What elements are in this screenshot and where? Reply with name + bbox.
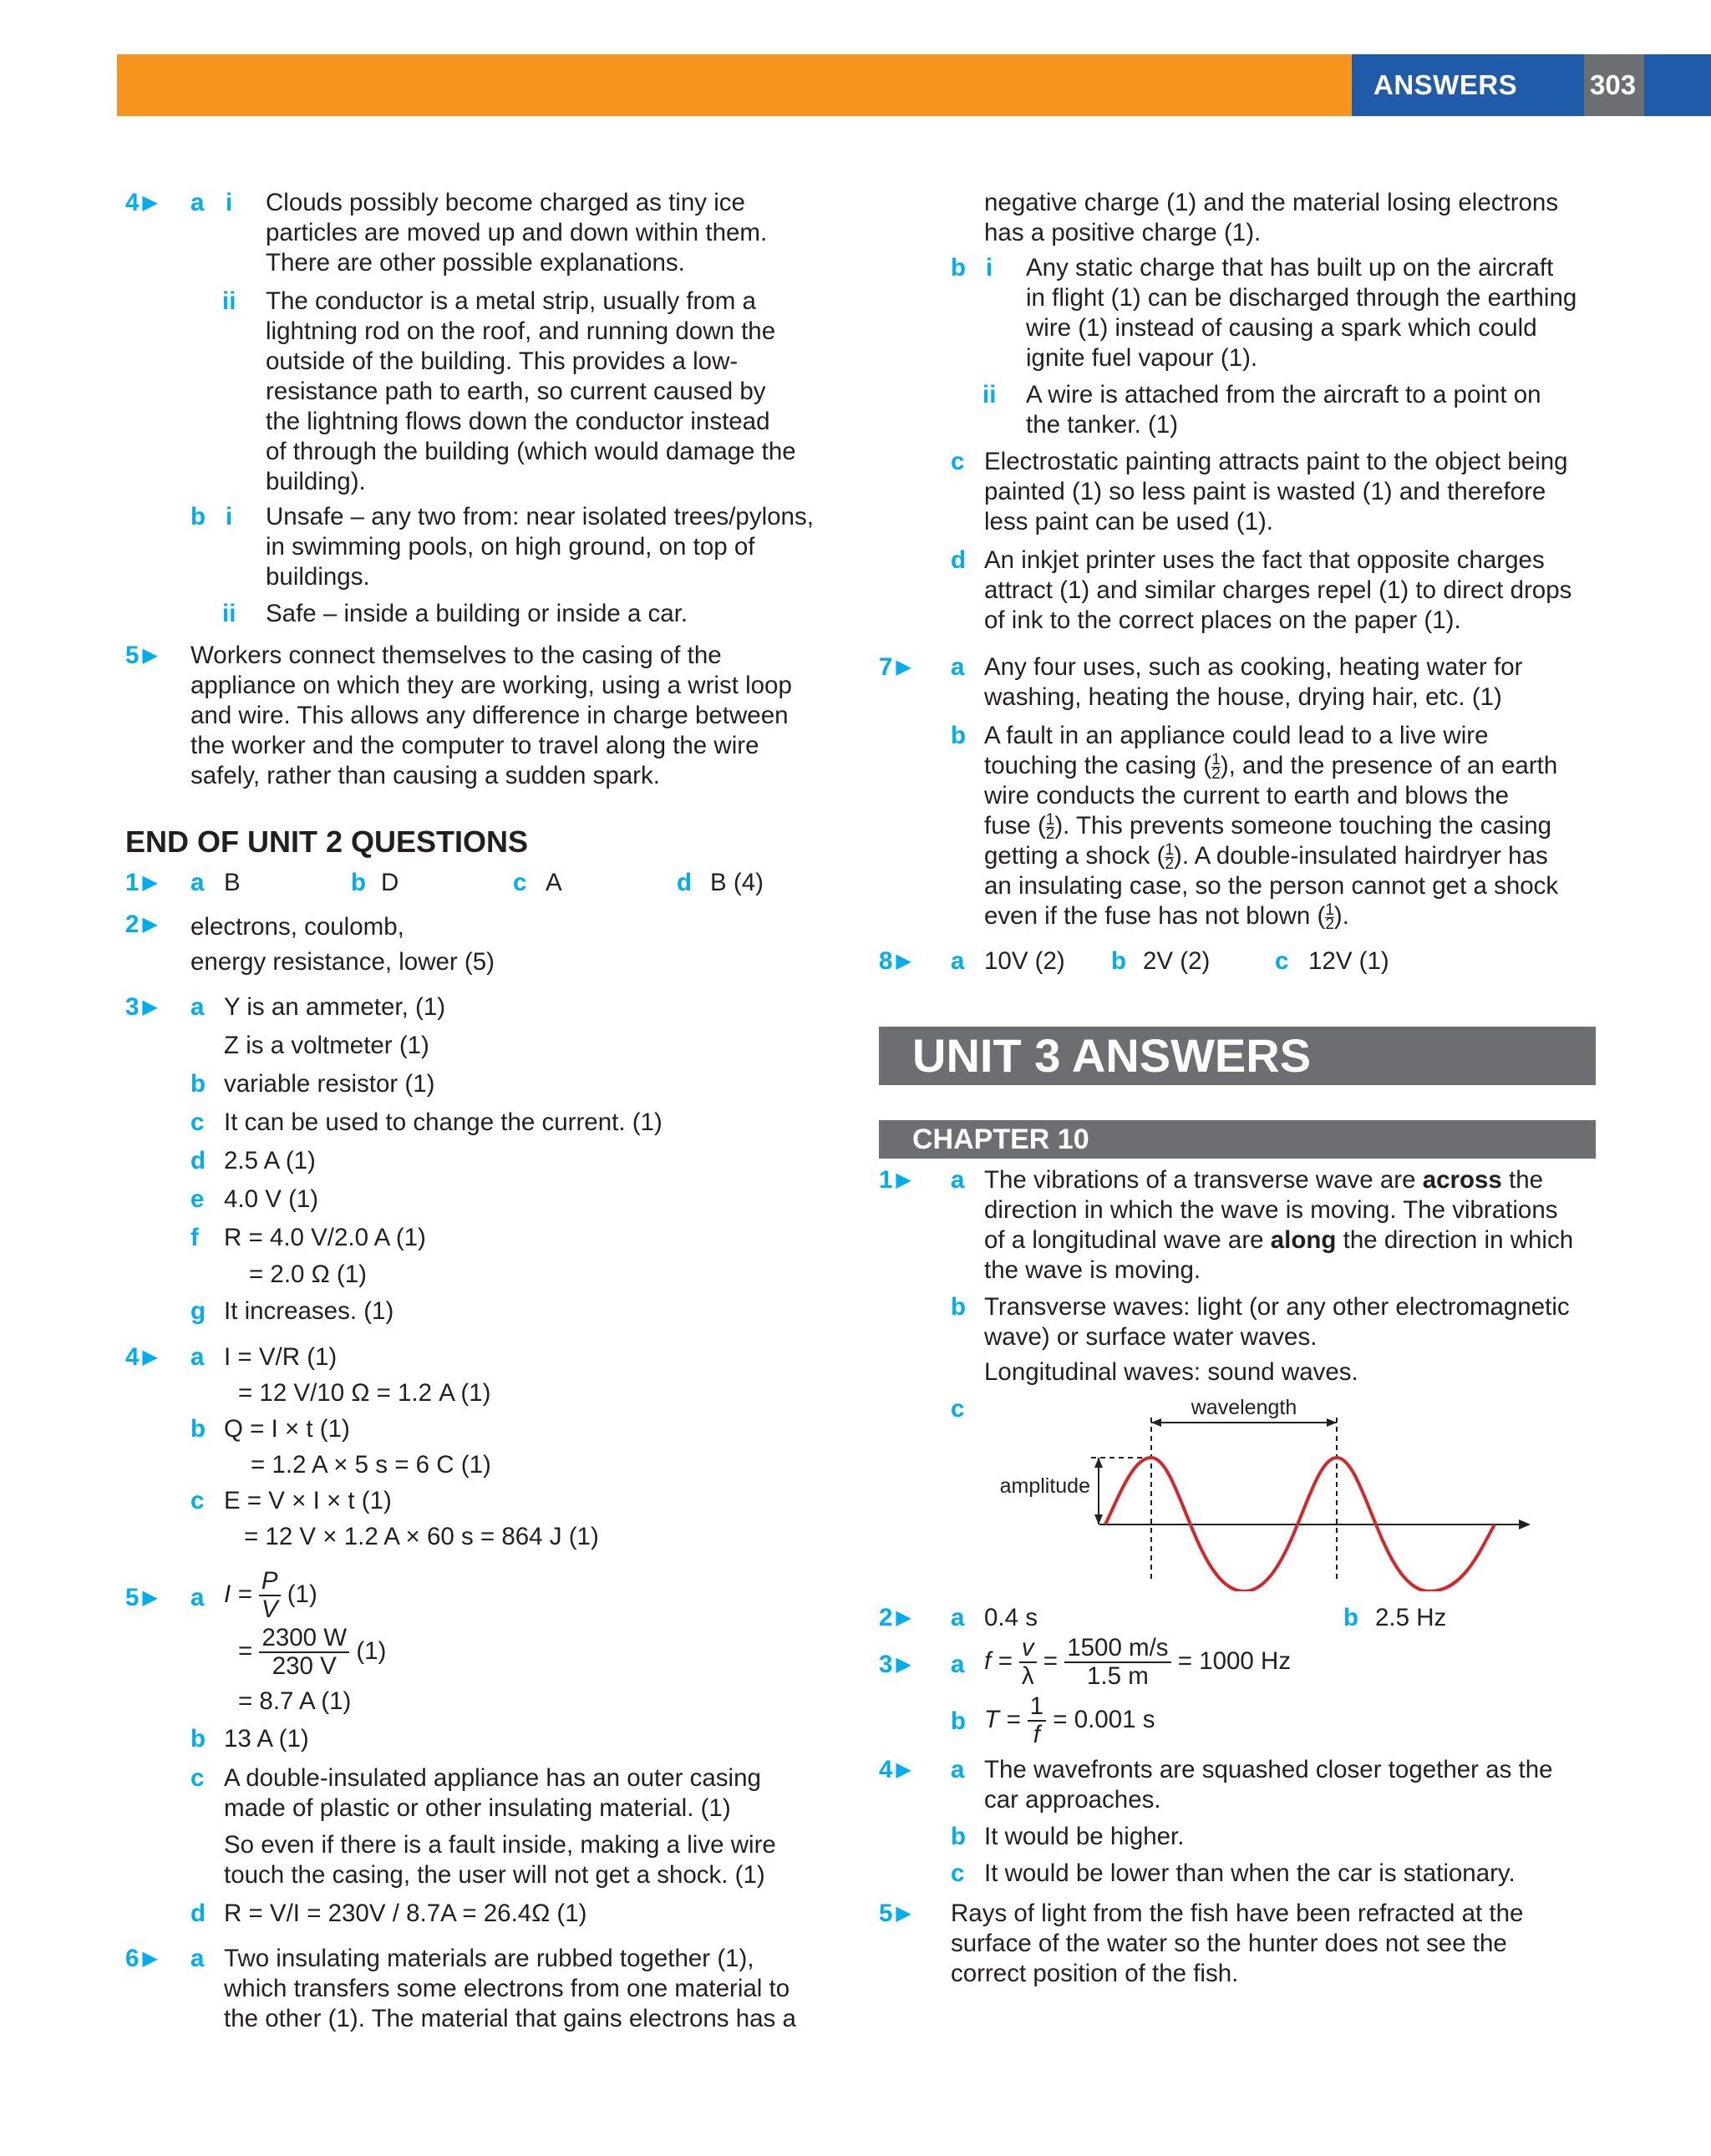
answer-6-b-ii: ii A wire is attached from the aircraft to a point on the tanker. (1)	[982, 381, 1541, 439]
wavelength-label: wavelength	[1191, 1396, 1297, 1419]
question-number: 6 ▶	[125, 1945, 158, 1972]
end-answer-1: 1 ▶ a B b D c A d B (4)	[125, 868, 827, 898]
subpart-label: i	[226, 503, 233, 530]
question-number: 3 ▶	[879, 1651, 911, 1678]
question-number: 5 ▶	[125, 642, 158, 669]
question-number: 2 ▶	[125, 911, 158, 938]
subpart-label: ii	[222, 600, 236, 627]
end-answer-2: 2 ▶ electrons, coulomb, energy resistance, lower (5)	[125, 911, 495, 976]
chapter-answer-3: 3 ▶ a f = $\frac{v}{\lambda}$ = $\frac{1500 m/s}{1.5 m}$ = 1000 Hz	[879, 1634, 1292, 1690]
end-answer-3: 3 ▶ a Y is an ammeter, (1) Z is a voltmeter (1) b variable resistor (1) c It can be used to change the current. (1) d 2.5 A (1) e 4.0 V (1) f R = 4.0 V/2.0 A (1) = 2.0 Ω (1) g It increases. (1)	[125, 988, 827, 1331]
answer-6-c: c Electrostatic painting attracts paint to the object being painted (1) so less paint is wasted (1) and therefore less paint can be used (1).	[951, 448, 1568, 535]
chapter-answer-4-b: b It would be higher.	[951, 1823, 1185, 1850]
fraction: $\frac{2300 W}{230 V}$	[259, 1625, 349, 1680]
end-answer-4: 4 ▶ a I = V/R (1) = 12 V/10 Ω = 1.2 A (1) b Q = I × t (1) = 1.2 A × 5 s = 6 C (1) c E = V × I × t (1) = 12 V × 1.2 A × 60 s = 864 J (1)	[125, 1339, 827, 1555]
question-number: 4 ▶	[125, 189, 158, 216]
answer-7: 7 ▶ a Any four uses, such as cooking, heating water for washing, heating the house, drying hair, etc. (1)	[879, 653, 1523, 711]
answer-7-b: b A fault in an appliance could lead to a live wire touching the casing ( $\frac{1}{2}$), and the presence of an earth wire conducts the current to earth and blows the fuse ( $\frac{1}{2}$). This prevents someone touching the casing getting a shock ( $\frac{1}{2}$). A double-insulated hairdryer has an insulating case, so the person cannot get a shock even if the fuse has not blown ( $\frac{1}{2}$).	[951, 722, 1559, 933]
question-number: 2 ▶	[879, 1604, 911, 1631]
fraction: $\frac{P}{V}$	[259, 1568, 281, 1623]
question-number: 5 ▶	[879, 1900, 911, 1927]
answer-6-continued: negative charge (1) and the material losing electrons has a positive charge (1).	[984, 189, 1559, 246]
answer-5: 5 ▶ Workers connect themselves to the casing of the appliance on which they are working, using a wrist loop and wire. This allows any difference in charge between the worker and the computer to travel along the wire safely, rather than causing a sudden spark.	[125, 642, 792, 789]
answer-6-b-i: b i Any static charge that has built up on the aircraft in flight (1) can be discharged through the earthing wire (1) instead of causing a spark which could ignite fuel vapour (1).	[951, 254, 1577, 372]
chapter-heading: CHAPTER 10	[879, 1120, 1596, 1159]
chapter-answer-4: 4 ▶ a The wavefronts are squashed closer together as the car approaches.	[879, 1756, 1553, 1814]
unit-heading: UNIT 3 ANSWERS	[879, 1027, 1596, 1085]
question-number: 8 ▶	[879, 947, 911, 975]
chapter-answer-4-c: c It would be lower than when the car is stationary.	[951, 1859, 1516, 1887]
part-label: b	[190, 503, 206, 530]
question-number: 7 ▶	[879, 653, 911, 681]
answer-4-b-ii: ii Safe – inside a building or inside a car.	[222, 600, 688, 627]
amplitude-label: amplitude	[999, 1474, 1090, 1498]
answer-4-b-i: b i Unsafe – any two from: near isolated trees/pylons, in swimming pools, on high ground, on top of buildings.	[190, 503, 814, 591]
chapter-answer-1-b: b Transverse waves: light (or any other electromagnetic wave) or surface water waves. Longitudinal waves: sound waves.	[951, 1293, 1570, 1386]
right-column	[879, 188, 1596, 1989]
question-number: 5 ▶	[125, 1584, 158, 1611]
question-number: 3 ▶	[125, 993, 158, 1021]
answer-4-a-ii: ii The conductor is a metal strip, usually from a lightning rod on the roof, and running down the outside of the building. This provides a low- resistance path to earth, so current caused by the lightning flows down the conductor instead of through the building (which would damage the building).	[222, 287, 796, 495]
chapter-answer-1: 1 ▶ a The vibrations of a transverse wave are across the direction in which the wave is moving. The vibrations of a longitudinal wave are along the direction in which the wave is moving.	[879, 1166, 1574, 1284]
part-label: a	[190, 189, 205, 216]
page-number-box	[1584, 54, 1644, 116]
end-answer-5: 5 ▶ a I = $\frac{P}{V}$ (1) = $\frac{2300 W}{230 V}$ (1) = 8.7 A (1) b 13 A (1) c A double-insulated appliance has an outer casing made of plastic or other insulating material. (1) So even if there is a fault inside, making a live wire touch the casing, the user will not get a shock. (1) d R = V/I = 230V / 8.7A = 26.4Ω (1)	[125, 1567, 776, 1927]
left-column	[125, 188, 827, 2034]
chapter-answer-1-c: c wavelength amplitude	[879, 1391, 1596, 1591]
subpart-label: ii	[222, 287, 236, 315]
end-of-unit-heading: END OF UNIT 2 QUESTIONS	[125, 824, 529, 859]
chapter-answer-3-b: b T = $\frac{1}{f}$ = 0.001 s	[951, 1692, 1155, 1748]
end-answer-6: 6 ▶ a Two insulating materials are rubbed together (1), which transfers some electrons from one material to the other (1). The material that gains electrons has a	[125, 1945, 796, 2032]
chapter-answer-5: 5 ▶ Rays of light from the fish have been refracted at the surface of the water so the hunter does not see the correct position of the fish.	[879, 1900, 1524, 1987]
subpart-label: i	[226, 189, 233, 216]
page-number: 303	[1590, 69, 1637, 100]
question-number: 1 ▶	[879, 1166, 911, 1194]
section-label: ANSWERS	[1373, 69, 1518, 100]
question-number: 4 ▶	[879, 1756, 911, 1783]
question-number: 1 ▶	[125, 869, 158, 896]
answer-4: 4 ▶ a i Clouds possibly become charged as tiny ice particles are moved up and down within them. There are other possible explanations.	[125, 189, 768, 276]
header-bar	[117, 54, 1711, 116]
answer-6-d: d An inkjet printer uses the fact that opposite charges attract (1) and similar charges repel (1) to direct drops of ink to the correct places on the paper (1).	[951, 546, 1572, 634]
answer-8: 8 ▶ a 10V (2) b 2V (2) c 12V (1)	[879, 946, 1596, 977]
wave-diagram	[979, 1391, 1614, 1591]
section-tab	[1352, 54, 1584, 116]
question-number: 4 ▶	[125, 1343, 158, 1371]
chapter-answer-2: 2 ▶ a 0.4 s b 2.5 Hz	[879, 1603, 1596, 1633]
